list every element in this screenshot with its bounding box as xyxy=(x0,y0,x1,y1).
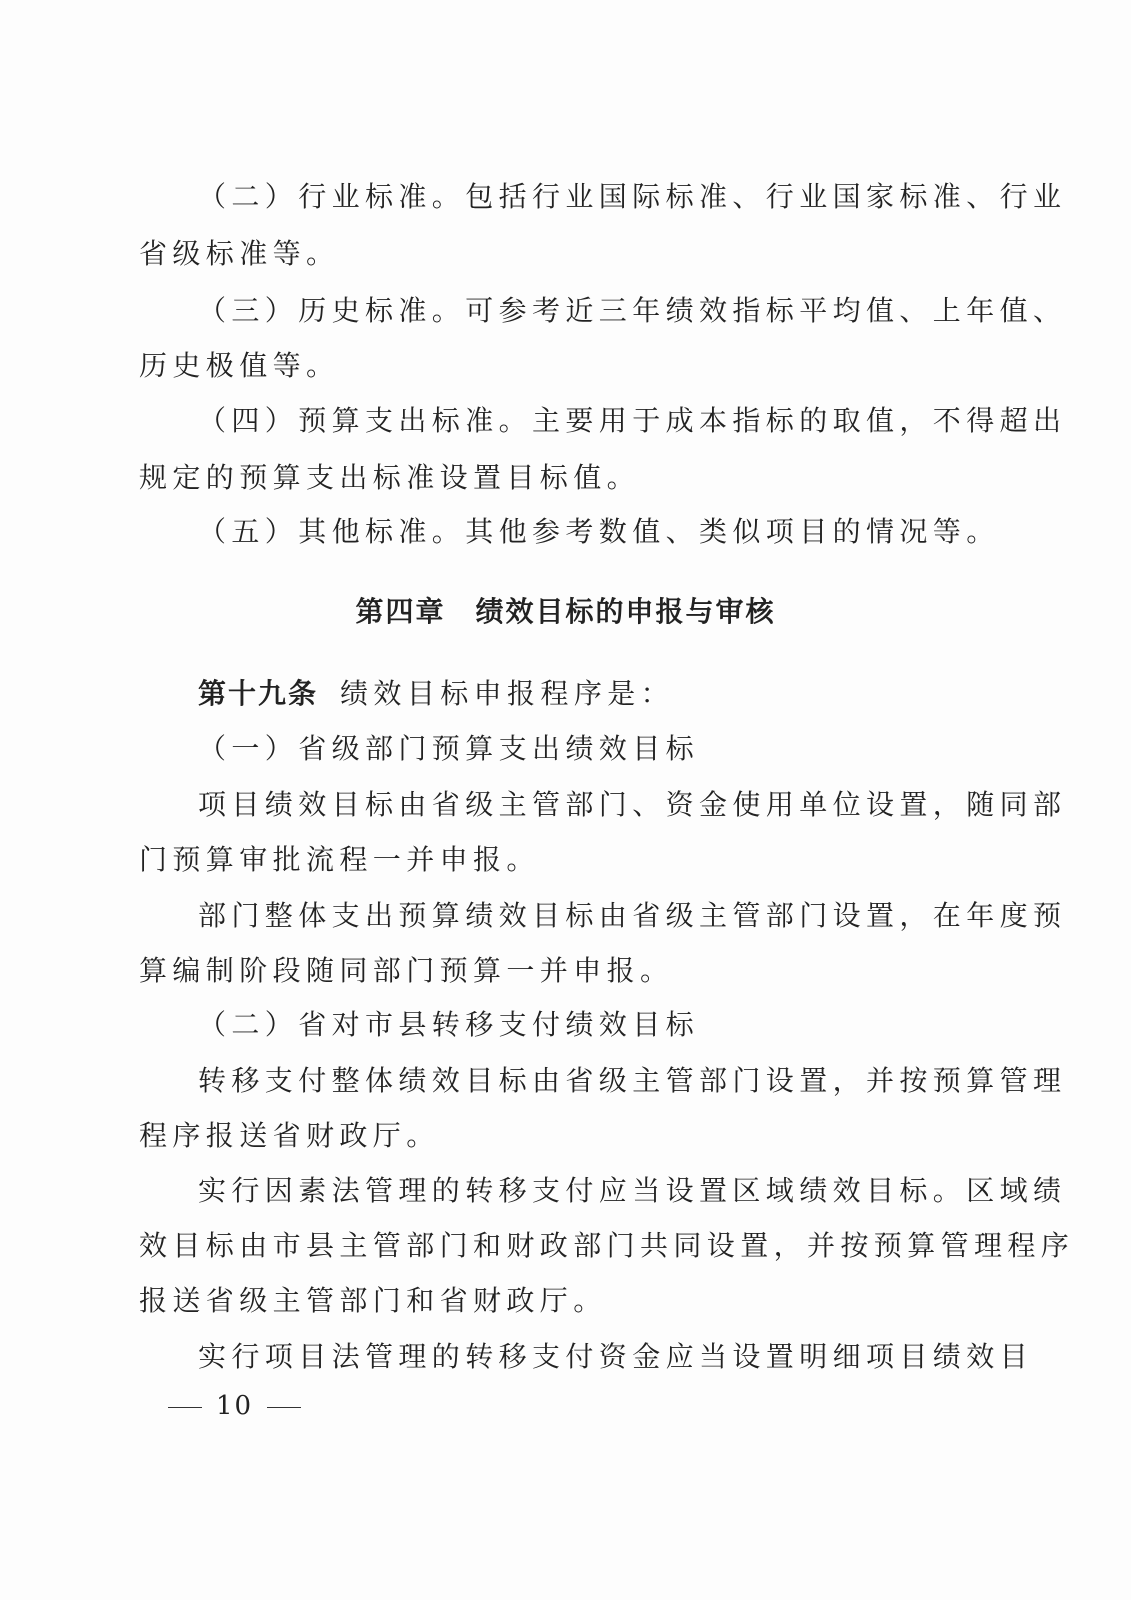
paragraph-line: 转移支付整体绩效目标由省级主管部门设置，并按预算管理 xyxy=(198,1064,1067,1097)
paragraph-line: 报送省级主管部门和省财政厅。 xyxy=(139,1284,607,1317)
chapter-title: 绩效目标的申报与审核 xyxy=(475,595,776,628)
paragraph-line: （一）省级部门预算支出绩效目标 xyxy=(198,732,700,765)
paragraph-line: （二）省对市县转移支付绩效目标 xyxy=(198,1008,700,1041)
paragraph-line: 算编制阶段随同部门预算一并申报。 xyxy=(139,954,674,987)
footer-dash-right xyxy=(267,1407,301,1408)
paragraph-line: 实行项目法管理的转移支付资金应当设置明细项目绩效目 xyxy=(198,1340,1034,1373)
paragraph-line: 部门整体支出预算绩效目标由省级主管部门设置，在年度预 xyxy=(198,899,1067,932)
chapter-heading xyxy=(0,592,1131,632)
article-label: 第十九条 xyxy=(198,677,319,710)
article-line xyxy=(198,674,974,714)
paragraph-line: 省级标准等。 xyxy=(139,237,340,270)
page-footer xyxy=(168,1388,301,1424)
paragraph-line: （四）预算支出标准。主要用于成本指标的取值，不得超出 xyxy=(198,404,1067,437)
paragraph-line: 效目标由市县主管部门和财政部门共同设置，并按预算管理程序 xyxy=(139,1229,1075,1262)
paragraph-line: 实行因素法管理的转移支付应当设置区域绩效目标。区域绩 xyxy=(198,1174,1067,1207)
chapter-number: 第四章 xyxy=(355,595,446,628)
paragraph-line: 规定的预算支出标准设置目标值。 xyxy=(139,461,641,494)
paragraph-line: 历史极值等。 xyxy=(139,349,340,382)
paragraph-line: 程序报送省财政厅。 xyxy=(139,1119,440,1152)
paragraph-line: （二）行业标准。包括行业国际标准、行业国家标准、行业 xyxy=(198,180,1067,213)
paragraph-line: 项目绩效目标由省级主管部门、资金使用单位设置，随同部 xyxy=(198,788,1067,821)
paragraph-line: 门预算审批流程一并申报。 xyxy=(139,843,540,876)
paragraph-line: （五）其他标准。其他参考数值、类似项目的情况等。 xyxy=(198,515,1000,548)
paragraph-line: （三）历史标准。可参考近三年绩效指标平均值、上年值、 xyxy=(198,294,1067,327)
page-number: 10 xyxy=(216,1391,254,1421)
footer-dash-left xyxy=(168,1407,202,1408)
article-text: 绩效目标申报程序是： xyxy=(340,677,675,710)
